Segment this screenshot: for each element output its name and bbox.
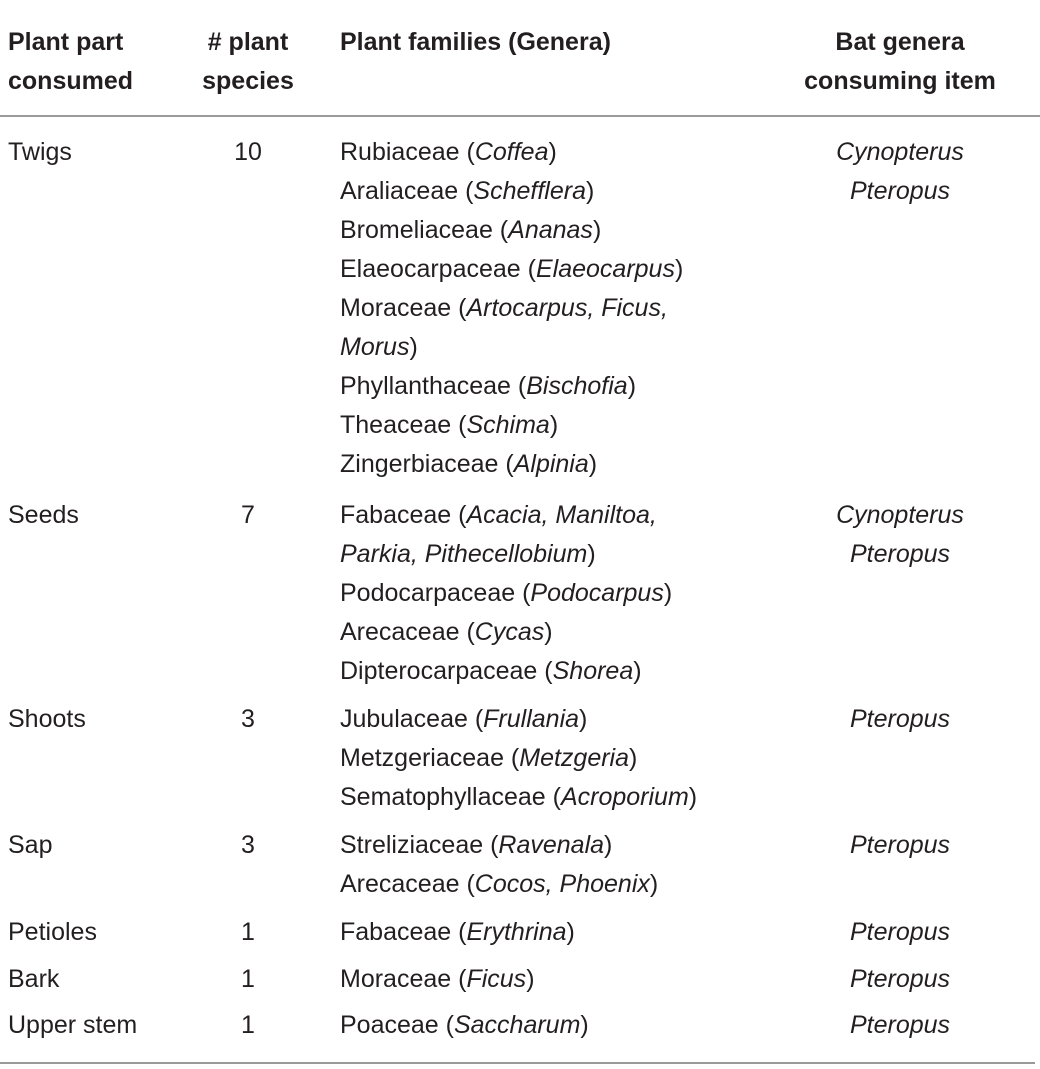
- bat-genus: Pteropus: [849, 1011, 951, 1039]
- species-count-cell: 7: [241, 501, 255, 529]
- plant-part-cell: Seeds: [8, 501, 79, 529]
- genus-name: Coffea: [474, 138, 549, 166]
- family-line: [340, 574, 760, 613]
- family-line: [340, 328, 760, 367]
- plant-part-cell: Petioles: [8, 918, 97, 946]
- family-line: [340, 172, 760, 211]
- family-name: Rubiaceae (: [340, 138, 475, 166]
- closing-paren: ): [674, 255, 684, 283]
- species-count-cell: 1: [241, 1011, 255, 1039]
- species-count-cell: 10: [234, 138, 262, 166]
- plant-families-cell: [340, 133, 760, 484]
- family-line: [340, 445, 760, 484]
- bottom-rule: [0, 1062, 1035, 1064]
- closing-paren: ): [604, 831, 613, 859]
- plant-families-cell: [340, 960, 760, 999]
- closing-paren: ): [688, 783, 698, 811]
- family-line: [340, 652, 760, 691]
- species-count-cell: 1: [241, 965, 255, 993]
- family-line: [340, 535, 760, 574]
- plant-families-cell: [340, 496, 760, 691]
- family-name: Sematophyllaceae (: [340, 783, 561, 811]
- plant-part-cell: Twigs: [8, 138, 72, 166]
- genus-name: Bischofia: [526, 372, 628, 400]
- header-bat-genera: Bat genera consuming item: [804, 28, 996, 95]
- plant-families-cell: [340, 700, 760, 817]
- bat-genera-cell: [770, 913, 1030, 952]
- bat-genus: Pteropus: [849, 831, 951, 859]
- genus-name: Saccharum: [453, 1011, 581, 1039]
- bat-genera-cell: [770, 133, 1030, 211]
- genus-name: Schefflera: [473, 177, 586, 205]
- genus-name: Acroporium: [560, 783, 689, 811]
- closing-paren: ): [629, 744, 638, 772]
- family-line: [340, 133, 760, 172]
- bat-genera-cell: [770, 960, 1030, 999]
- family-name: Bromeliaceae (: [340, 216, 509, 244]
- species-count-cell: 1: [241, 918, 255, 946]
- closing-paren: ): [409, 333, 418, 361]
- family-name: Podocarpaceae (: [340, 579, 531, 607]
- closing-paren: ): [649, 870, 659, 898]
- closing-paren: ): [548, 138, 557, 166]
- bat-genera-cell: [770, 496, 1030, 574]
- family-line: [340, 960, 760, 999]
- family-name: Poaceae (: [340, 1011, 454, 1039]
- family-line: [340, 826, 760, 865]
- plant-part-cell: Sap: [8, 831, 53, 859]
- closing-paren: ): [633, 657, 642, 685]
- family-line: [340, 496, 760, 535]
- closing-paren: ): [580, 1011, 589, 1039]
- family-line: [340, 1006, 760, 1045]
- bat-genus: Cynopterus: [836, 501, 964, 529]
- family-name: Streliziaceae (: [340, 831, 499, 859]
- closing-paren: ): [663, 579, 673, 607]
- family-line: [340, 739, 760, 778]
- family-name: Dipterocarpaceae (: [340, 657, 553, 685]
- bat-genus: Pteropus: [849, 918, 951, 946]
- genus-name: Alpinia: [513, 450, 589, 478]
- genus-name: Cocos, Phoenix: [474, 870, 650, 898]
- genus-name: Elaeocarpus: [535, 255, 675, 283]
- table-header: [0, 0, 1040, 117]
- family-line: [340, 913, 760, 952]
- family-line: [340, 613, 760, 652]
- closing-paren: ): [587, 540, 596, 568]
- plant-families-cell: [340, 913, 760, 952]
- plant-part-cell: Upper stem: [8, 1011, 138, 1039]
- genus-name: Ficus: [466, 965, 527, 993]
- bat-genera-cell: [770, 700, 1030, 739]
- header-plant-families: Plant families (Genera): [340, 28, 611, 56]
- family-line: [340, 250, 760, 289]
- family-name: Moraceae (: [340, 294, 467, 322]
- closing-paren: ): [585, 177, 595, 205]
- family-name: Fabaceae (: [340, 918, 467, 946]
- family-line: [340, 406, 760, 445]
- genus-name: Parkia, Pithecellobium: [340, 540, 588, 568]
- family-line: [340, 700, 760, 739]
- family-name: Zingerbiaceae (: [340, 450, 514, 478]
- closing-paren: ): [579, 705, 588, 733]
- family-line: [340, 778, 760, 817]
- genus-name: Erythrina: [466, 918, 567, 946]
- genus-name: Shorea: [552, 657, 634, 685]
- family-name: Metzgeriaceae (: [340, 744, 520, 772]
- genus-name: Frullania: [483, 705, 580, 733]
- plant-part-cell: Bark: [8, 965, 60, 993]
- family-name: Elaeocarpaceae (: [340, 255, 536, 283]
- closing-paren: ): [588, 450, 598, 478]
- closing-paren: ): [544, 618, 553, 646]
- family-name: Arecaceae (: [340, 870, 475, 898]
- closing-paren: ): [566, 918, 575, 946]
- bat-genus: Pteropus: [849, 540, 951, 568]
- bat-genus: Pteropus: [849, 965, 951, 993]
- bat-genera-cell: [770, 1006, 1030, 1045]
- closing-paren: ): [526, 965, 535, 993]
- family-name: Jubulaceae (: [340, 705, 484, 733]
- family-line: [340, 211, 760, 250]
- genus-name: Morus: [340, 333, 410, 361]
- closing-paren: ): [549, 411, 559, 439]
- genus-name: Cycas: [474, 618, 545, 646]
- family-line: [340, 865, 760, 904]
- family-name: Araliaceae (: [340, 177, 474, 205]
- plant-part-cell: Shoots: [8, 705, 86, 733]
- species-count-cell: 3: [241, 705, 255, 733]
- bat-genus: Pteropus: [849, 177, 951, 205]
- family-name: Fabaceae (: [340, 501, 467, 529]
- plant-families-cell: [340, 826, 760, 904]
- genus-name: Podocarpus: [530, 579, 664, 607]
- genus-name: Acacia, Maniltoa,: [466, 501, 657, 529]
- bat-genera-cell: [770, 826, 1030, 865]
- closing-paren: ): [592, 216, 602, 244]
- plant-families-cell: [340, 1006, 760, 1045]
- species-count-cell: 3: [241, 831, 255, 859]
- family-line: [340, 367, 760, 406]
- header-plant-part: Plant part consumed: [8, 28, 134, 95]
- genus-name: Metzgeria: [519, 744, 630, 772]
- closing-paren: ): [627, 372, 637, 400]
- genus-name: Artocarpus, Ficus,: [466, 294, 668, 322]
- bat-genus: Pteropus: [849, 705, 951, 733]
- family-name: Theaceae (: [340, 411, 467, 439]
- family-name: Arecaceae (: [340, 618, 475, 646]
- genus-name: Schima: [466, 411, 550, 439]
- genus-name: Ravenala: [498, 831, 605, 859]
- genus-name: Ananas: [508, 216, 593, 244]
- header-plant-species-count: # plant species: [202, 28, 294, 95]
- family-line: [340, 289, 760, 328]
- family-name: Phyllanthaceae (: [340, 372, 527, 400]
- bat-genus: Cynopterus: [836, 138, 964, 166]
- family-name: Moraceae (: [340, 965, 467, 993]
